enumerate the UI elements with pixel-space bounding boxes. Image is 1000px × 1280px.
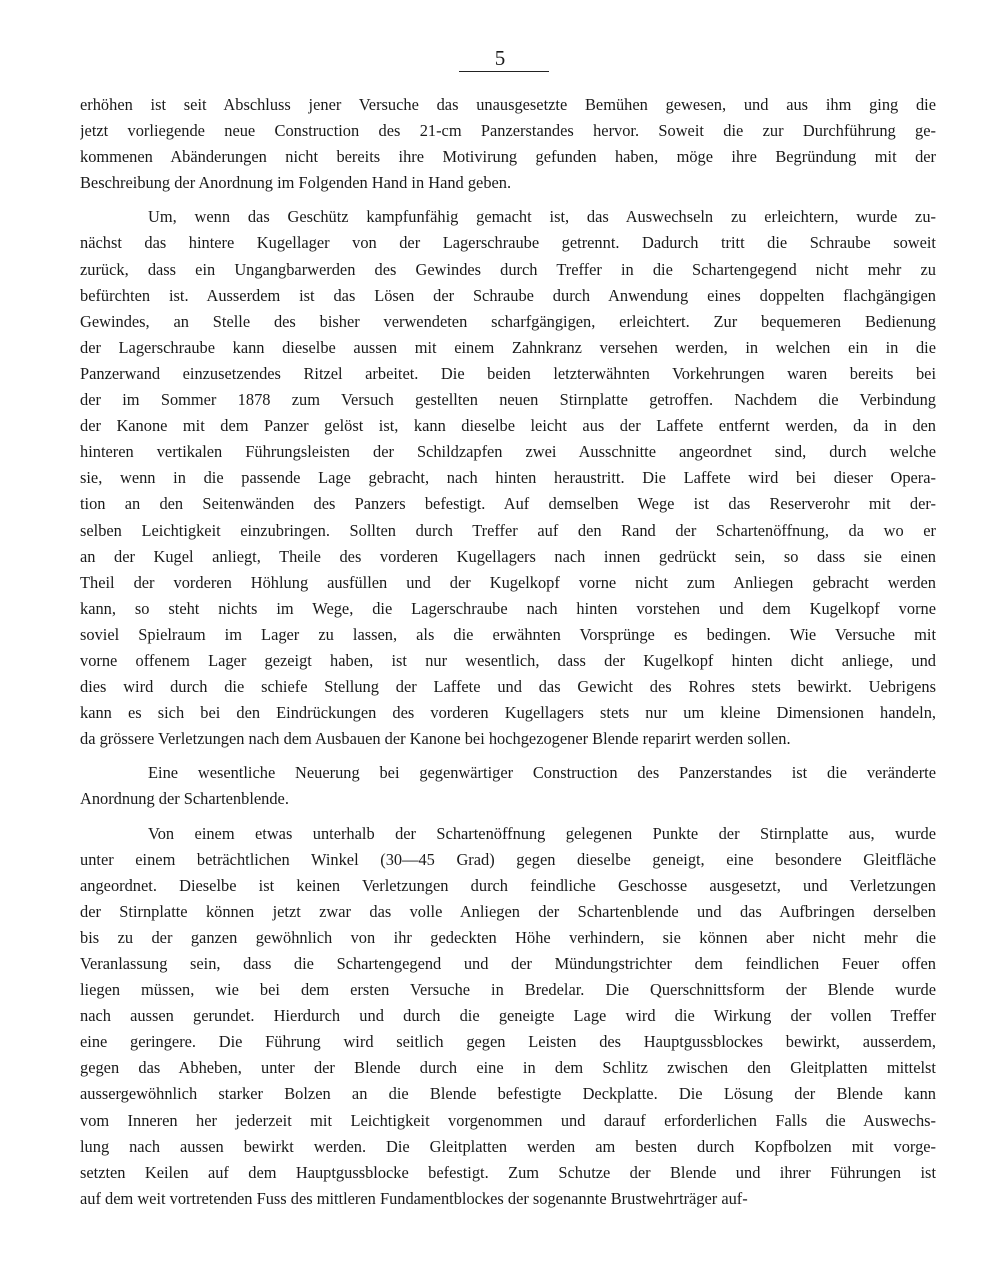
text-line: Theil der vorderen Höhlung ausfüllen und der Kugelkopf vorne nicht zum Anliegen gebracht werden (80, 572, 936, 592)
text-line: lung nach aussen bewirkt werden. Die Gleitplatten werden am besten durch Kopfbolzen mit vorge- (80, 1136, 936, 1156)
text-line: befürchten ist. Ausserdem ist das Lösen der Schraube durch Anwendung eines doppelten flachgängigen (80, 285, 936, 305)
text-line: Veranlassung sein, dass die Schartengegend und der Mündungstrichter dem feindlichen Feuer offen (80, 954, 936, 973)
paragraph-2 (80, 204, 936, 752)
text-line: eine geringere. Die Führung wird seitlich gegen Leisten des Hauptgussblockes bewirkt, ausserdem, (80, 1032, 936, 1052)
text-line: der Kanone mit dem Panzer gelöst ist, kann dieselbe leicht aus der Laffete entfernt werden, da in den (80, 416, 936, 436)
text-line: der Lagerschraube kann dieselbe aussen mit einem Zahnkranz versehen werden, in welchen ein in die (80, 337, 936, 357)
text-line: auf dem weit vortretenden Fuss des mittleren Fundamentblockes der sogenannte Brustwehrträger auf- (80, 1188, 748, 1208)
text-line: Panzerwand einzusetzendes Ritzel arbeitet. Die beiden letzterwähnten Vorkehrungen waren bereits bei (80, 363, 936, 383)
page-number: 5 (494, 46, 506, 70)
text-line: Um, wenn das Geschütz kampfunfähig gemacht ist, das Auswechseln zu erleichtern, wurde zu- (148, 207, 936, 227)
text-line: Eine wesentliche Neuerung bei gegenwärtiger Construction des Panzerstandes ist die veränderte (148, 763, 936, 783)
paragraph-3 (80, 760, 936, 812)
text-line: dies wird durch die schiefe Stellung der Laffete und das Gewicht des Rohres stets bewirkt. Uebrigens (80, 677, 936, 697)
text-line: an der Kugel anliegt, Theile des vorderen Kugellagers nach innen gedrückt sein, so dass sie einen (80, 546, 936, 566)
text-line: selben Leichtigkeit einzubringen. Sollten durch Treffer auf den Rand der Schartenöffnung, da wo er (80, 520, 936, 540)
text-line: sie, wenn in die passende Lage gebracht, nach hinten heraustritt. Die Laffete wird bei dieser Opera- (80, 468, 936, 488)
text-line: Anordnung der Schartenblende. (80, 789, 289, 809)
paragraph-4 (80, 821, 936, 1212)
text-line: tion an den Seitenwänden des Panzers befestigt. Auf demselben Wege ist das Reserverohr mit der- (80, 494, 936, 514)
text-line: liegen müssen, wie bei dem ersten Versuche in Bredelar. Die Querschnittsform der Blende wurde (80, 980, 936, 1000)
text-line: nach aussen gerundet. Hierdurch und durch die geneigte Lage wird die Wirkung der vollen Treffer (80, 1006, 936, 1026)
text-line: der Stirnplatte können jetzt zwar das volle Anliegen der Schartenblende und das Aufbringen derselben (80, 901, 936, 921)
body-text (80, 92, 936, 1212)
text-line: jetzt vorliegende neue Construction des 21-cm Panzerstandes hervor. Soweit die zur Durchführung ge- (80, 121, 936, 141)
text-line: angeordnet. Dieselbe ist keinen Verletzungen durch feindliche Geschosse ausgesetzt, und Verletzungen (80, 875, 936, 895)
text-line: bis zu der ganzen gewöhnlich von ihr gedeckten Höhe verhindern, sie können aber nicht mehr die (80, 927, 936, 947)
text-line: kann, so steht nichts im Wege, die Lagerschraube nach hinten vorstehen und dem Kugelkopf vorne (80, 598, 936, 618)
text-line: zurück, dass ein Ungangbarwerden des Gewindes durch Treffer in die Schartengegend nicht mehr zu (80, 259, 936, 279)
text-line: da grössere Verletzungen nach dem Ausbauen der Kanone bei hochgezogener Blende reparirt werden sollen. (80, 729, 791, 749)
text-line: setzten Keilen auf dem Hauptgussblocke befestigt. Zum Schutze der Blende und ihrer Führungen ist (80, 1162, 936, 1182)
text-line: vom Inneren her jederzeit mit Leichtigkeit vorgenommen und darauf erforderlichen Falls die Auswechs- (80, 1110, 936, 1130)
paragraph-1 (80, 92, 936, 196)
page-number-rule (459, 71, 549, 72)
text-line: kommenen Abänderungen nicht bereits ihre Motivirung gefunden haben, möge ihre Begründung mit der (80, 147, 936, 167)
text-line: der im Sommer 1878 zum Versuch gestellten neuen Stirnplatte getroffen. Nachdem die Verbindung (80, 390, 936, 410)
text-line: nächst das hintere Kugellager von der Lagerschraube getrennt. Dadurch tritt die Schraube soweit (80, 233, 936, 253)
text-line: hinteren vertikalen Führungsleisten der Schildzapfen zwei Ausschnitte angeordnet sind, durch welche (80, 442, 936, 462)
text-line: Von einem etwas unterhalb der Schartenöffnung gelegenen Punkte der Stirnplatte aus, wurde (148, 823, 936, 843)
text-line: kann es sich bei den Eindrückungen des vorderen Kugellagers stets nur um kleine Dimensionen handeln, (80, 703, 936, 723)
text-line: aussergewöhnlich starker Bolzen an die Blende befestigte Deckplatte. Die Lösung der Blende kann (80, 1084, 936, 1104)
text-line: unter einem beträchtlichen Winkel (30—45 Grad) gegen dieselbe geneigt, eine besondere Gleitfläche (80, 849, 936, 869)
text-line: Beschreibung der Anordnung im Folgenden Hand in Hand geben. (80, 173, 512, 193)
text-line: Gewindes, an Stelle des bisher verwendeten scharfgängigen, erleichtert. Zur bequemeren Bedienung (80, 311, 936, 331)
text-line: soviel Spielraum im Lager zu lassen, als die erwähnten Vorsprünge es bedingen. Wie Versuche mit (80, 624, 936, 644)
text-line: erhöhen ist seit Abschluss jener Versuche das unausgesetzte Bemühen gewesen, und aus ihm ging die (80, 95, 936, 114)
text-line: vorne offenem Lager gezeigt haben, ist nur wesentlich, dass der Kugelkopf hinten dicht anliege, und (80, 650, 936, 670)
text-line: gegen das Abheben, unter der Blende durch eine in dem Schlitz zwischen den Gleitplatten mittelst (80, 1058, 936, 1078)
